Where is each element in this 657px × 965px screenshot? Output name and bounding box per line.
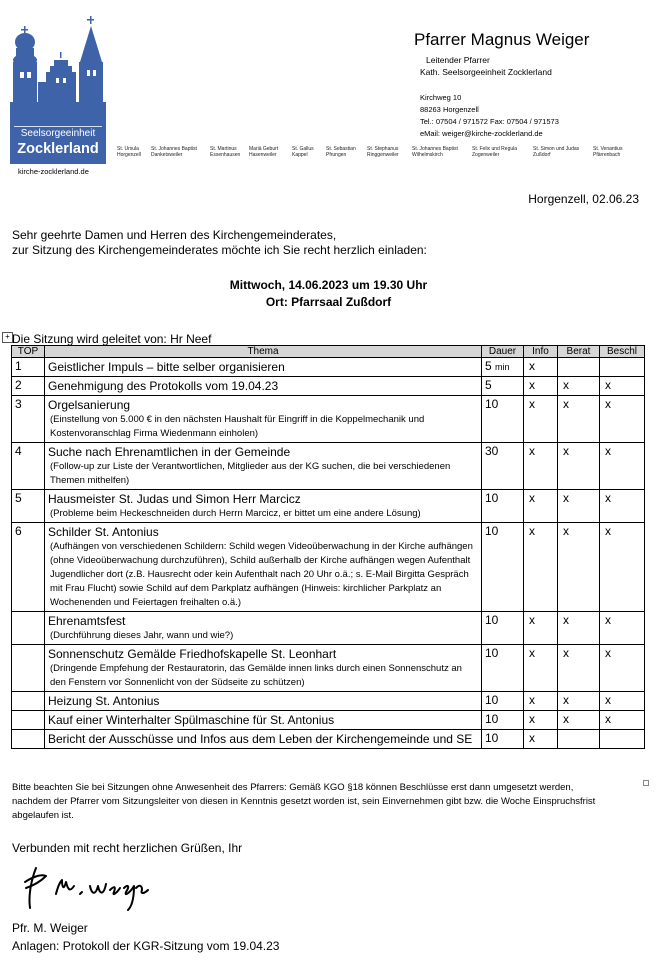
- agenda-topic-title: Hausmeister St. Judas und Simon Herr Marcicz: [48, 492, 301, 506]
- agenda-top-number: 1: [12, 358, 45, 377]
- agenda-duration: [482, 396, 524, 443]
- agenda-row: [12, 396, 645, 443]
- agenda-info-mark: x: [524, 645, 558, 692]
- agenda-topic-detail: (Einstellung von 5.000 € in den nächsten Haushalt für Eingriff in die Koppelmechanik und Kostenvoranschlag Firma Wiedenmann einholen): [50, 414, 425, 439]
- agenda-duration: [482, 612, 524, 645]
- agenda-top-number: 4: [12, 443, 45, 490]
- agenda-row: [12, 612, 645, 645]
- table-resize-handle[interactable]: [643, 780, 649, 786]
- priest-name: Pfarrer Magnus Weiger: [414, 30, 590, 49]
- agenda-berat-mark: x: [558, 377, 600, 396]
- agenda-topic: [45, 711, 482, 730]
- agenda-beschl-mark: x: [600, 443, 645, 490]
- agenda-row: [12, 730, 645, 749]
- agenda-topic-title: Bericht der Ausschüsse und Infos aus dem Leben der Kirchengemeinde und SE: [48, 732, 473, 746]
- agenda-topic-detail: (Probleme beim Heckeschneiden durch Herrn Marcicz, er bittet um eine andere Lösung): [50, 508, 421, 519]
- agenda-info-mark: x: [524, 612, 558, 645]
- agenda-topic-detail: (Durchführung dieses Jahr, wann und wie?): [50, 630, 234, 641]
- parish-item: St. Ursula Horgenzell: [117, 146, 141, 158]
- agenda-top-number: 6: [12, 523, 45, 612]
- unit-name: Kath. Seelsorgeeinheit Zocklerland: [420, 67, 552, 77]
- agenda-duration: [482, 645, 524, 692]
- agenda-info-mark: x: [524, 358, 558, 377]
- closing-line: Verbunden mit recht herzlichen Grüßen, Ihr: [12, 841, 243, 855]
- duration-value: 30: [485, 444, 499, 458]
- agenda-topic: [45, 730, 482, 749]
- agenda-info-mark: x: [524, 711, 558, 730]
- address-phone: Tel.: 07504 / 971572 Fax: 07504 / 971573: [420, 117, 559, 126]
- signer-name: Pfr. M. Weiger: [12, 921, 88, 935]
- agenda-beschl-mark: x: [600, 612, 645, 645]
- agenda-info-mark: x: [524, 443, 558, 490]
- table-header-row: [12, 346, 645, 358]
- agenda-beschl-mark: x: [600, 377, 645, 396]
- agenda-row: [12, 645, 645, 692]
- agenda-berat-mark: x: [558, 612, 600, 645]
- agenda-duration: [482, 692, 524, 711]
- parish-item: St. Sebastian Pfrungen: [326, 146, 356, 158]
- kgo-note: Bitte beachten Sie bei Sitzungen ohne Anwesenheit des Pfarrers: Gemäß KGO §18 können Beschlüsse erst dann umgesetzt werden, nachdem der Pfarrer vom Sitzungsleiter von diesen in Kenntnis gesetzt worden ist, sein Einvernehmen gibt bzw. die Woche Einspruchsfrist abgelaufen ist.: [12, 782, 596, 821]
- priest-title: Leitender Pfarrer: [426, 55, 490, 65]
- duration-value: 10: [485, 693, 499, 707]
- agenda-row: [12, 443, 645, 490]
- duration-value: 10: [485, 491, 499, 505]
- agenda-topic-detail: (Dringende Empfehung der Restauratorin, das Gemälde innen links durch einen Sonnenschutz an den Fenstern vor Sonnenlicht von der Südseite zu schützen): [50, 663, 462, 688]
- agenda-info-mark: x: [524, 523, 558, 612]
- col-header-dauer: Dauer: [482, 346, 524, 358]
- agenda-top-number: 3: [12, 396, 45, 443]
- attachments: Anlagen: Protokoll der KGR-Sitzung vom 19.04.23: [12, 939, 280, 953]
- agenda-beschl-mark: [600, 358, 645, 377]
- agenda-info-mark: x: [524, 396, 558, 443]
- parish-item: St. Stephanus Ringgenweiler: [367, 146, 399, 158]
- agenda-duration: [482, 377, 524, 396]
- duration-value: 5: [485, 359, 492, 373]
- agenda-topic: [45, 523, 482, 612]
- agenda-topic: [45, 377, 482, 396]
- agenda-row: [12, 692, 645, 711]
- agenda-topic-detail: (Follow-up zur Liste der Verantwortlichen, Mitglieder aus der KG suchen, die bei verschiedenen Themen mithelfen): [50, 461, 451, 486]
- agenda-berat-mark: x: [558, 692, 600, 711]
- col-header-info: Info: [524, 346, 558, 358]
- col-header-beschl: Beschl: [600, 346, 645, 358]
- agenda-topic: [45, 645, 482, 692]
- duration-unit: min: [495, 362, 510, 372]
- agenda-topic-title: Sonnenschutz Gemälde Friedhofskapelle St. Leonhart: [48, 647, 337, 661]
- col-header-top: TOP: [12, 346, 45, 358]
- agenda-info-mark: x: [524, 490, 558, 523]
- handwritten-signature: [16, 864, 156, 914]
- agenda-berat-mark: x: [558, 490, 600, 523]
- agenda-info-mark: x: [524, 377, 558, 396]
- agenda-top-number: 2: [12, 377, 45, 396]
- parish-item: St. Johannes Baptist Danketsweiler: [151, 146, 197, 158]
- agenda-top-number: 5: [12, 490, 45, 523]
- agenda-beschl-mark: x: [600, 645, 645, 692]
- agenda-row: [12, 523, 645, 612]
- duration-value: 10: [485, 397, 499, 411]
- letter-date: Horgenzell, 02.06.23: [528, 192, 639, 206]
- agenda-berat-mark: [558, 358, 600, 377]
- parish-item: Mariä Geburt Hasenweiler: [249, 146, 279, 158]
- table-move-handle-icon[interactable]: +: [2, 332, 13, 343]
- logo-line-2: Zocklerland: [17, 141, 99, 157]
- salutation: Sehr geehrte Damen und Herren des Kirchengemeinderates,: [12, 228, 337, 242]
- agenda-beschl-mark: x: [600, 711, 645, 730]
- agenda-berat-mark: [558, 730, 600, 749]
- agenda-beschl-mark: x: [600, 490, 645, 523]
- agenda-berat-mark: x: [558, 443, 600, 490]
- agenda-topic-title: Suche nach Ehrenamtlichen in der Gemeinde: [48, 445, 291, 459]
- agenda-topic-title: Kauf einer Winterhalter Spülmaschine für St. Antonius: [48, 713, 335, 727]
- parish-item: St. Felix und Regula Zogenweiler: [472, 146, 518, 158]
- agenda-duration: [482, 490, 524, 523]
- agenda-top-number: [12, 692, 45, 711]
- address-street: Kirchweg 10: [420, 93, 462, 102]
- agenda-top-number: [12, 645, 45, 692]
- agenda-top-number: [12, 730, 45, 749]
- agenda-duration: [482, 711, 524, 730]
- agenda-topic: [45, 396, 482, 443]
- agenda-berat-mark: x: [558, 396, 600, 443]
- agenda-topic: [45, 490, 482, 523]
- agenda-duration: [482, 523, 524, 612]
- agenda-info-mark: x: [524, 692, 558, 711]
- agenda-topic-title: Heizung St. Antonius: [48, 694, 160, 708]
- agenda-topic-detail: (Aufhängen von verschiedenen Schildern: Schild wegen Videoüberwachung in der Kirche aufhängen (ohne Videoüberwachung durchzuführen), Schild außerhalb der Kirche aufhängen wegen Aufenthalt Jugendlicher dort (z.B. Hausrecht oder kein Aufenthalt nach 20 Uhr o.ä.; s. E-Mail Birgitta Gespräch mit Frau Flucht) sowie Schild auf dem Parkplatz aufhängen (Hinweis: kirchlicher Parkplatz an Wochenenden und Feiertagen freihalten o.ä.): [50, 541, 473, 608]
- zocklerland-logo: [10, 16, 106, 164]
- logo-line-1: Seelsorgeeinheit: [20, 128, 96, 139]
- agenda-topic-title: Genehmigung des Protokolls vom 19.04.23: [48, 379, 279, 393]
- address-email: eMail: weiger@kirche-zocklerland.de: [420, 129, 543, 138]
- duration-value: 10: [485, 712, 499, 726]
- agenda-beschl-mark: x: [600, 396, 645, 443]
- agenda-topic-title: Schilder St. Antonius: [48, 525, 159, 539]
- agenda-top-number: [12, 612, 45, 645]
- agenda-berat-mark: x: [558, 645, 600, 692]
- parish-item: St. Venantius Pfärrenbach: [593, 146, 623, 158]
- duration-value: 10: [485, 646, 499, 660]
- parish-item: St. Gallus Kappel: [292, 146, 314, 158]
- parish-item: St. Simon und Judas Zußdorf: [533, 146, 580, 158]
- agenda-topic: [45, 358, 482, 377]
- agenda-beschl-mark: [600, 730, 645, 749]
- agenda-duration: [482, 358, 524, 377]
- agenda-duration: [482, 730, 524, 749]
- duration-value: 10: [485, 524, 499, 538]
- meeting-lead: Die Sitzung wird geleitet von: Hr Neef: [12, 332, 212, 346]
- agenda-row: [12, 711, 645, 730]
- col-header-berat: Berat: [558, 346, 600, 358]
- parish-item: St. Martinus Essenhausen: [210, 146, 241, 158]
- meeting-place: Ort: Pfarrsaal Zußdorf: [265, 295, 392, 309]
- agenda-topic-title: Orgelsanierung: [48, 398, 131, 412]
- agenda-beschl-mark: x: [600, 692, 645, 711]
- agenda-topic: [45, 612, 482, 645]
- col-header-thema: Thema: [45, 346, 482, 358]
- agenda-topic-title: Ehrenamtsfest: [48, 614, 126, 628]
- website: kirche-zocklerland.de: [18, 167, 89, 176]
- agenda-berat-mark: x: [558, 711, 600, 730]
- agenda-row: [12, 377, 645, 396]
- address-city: 88263 Horgenzell: [420, 105, 479, 114]
- parish-item: St. Johannes Baptist Wilhelmskirch: [412, 146, 458, 158]
- agenda-table: [11, 345, 645, 749]
- agenda-duration: [482, 443, 524, 490]
- agenda-row: [12, 358, 645, 377]
- duration-value: 10: [485, 613, 499, 627]
- agenda-topic: [45, 692, 482, 711]
- agenda-top-number: [12, 711, 45, 730]
- invitation-text: zur Sitzung des Kirchengemeinderates möchte ich Sie recht herzlich einladen:: [12, 243, 427, 257]
- agenda-topic-title: Geistlicher Impuls – bitte selber organisieren: [48, 360, 285, 374]
- agenda-topic: [45, 443, 482, 490]
- agenda-row: [12, 490, 645, 523]
- agenda-info-mark: x: [524, 730, 558, 749]
- duration-value: 5: [485, 378, 492, 392]
- meeting-time: Mittwoch, 14.06.2023 um 19.30 Uhr: [229, 278, 428, 292]
- duration-value: 10: [485, 731, 499, 745]
- agenda-beschl-mark: x: [600, 523, 645, 612]
- agenda-berat-mark: x: [558, 523, 600, 612]
